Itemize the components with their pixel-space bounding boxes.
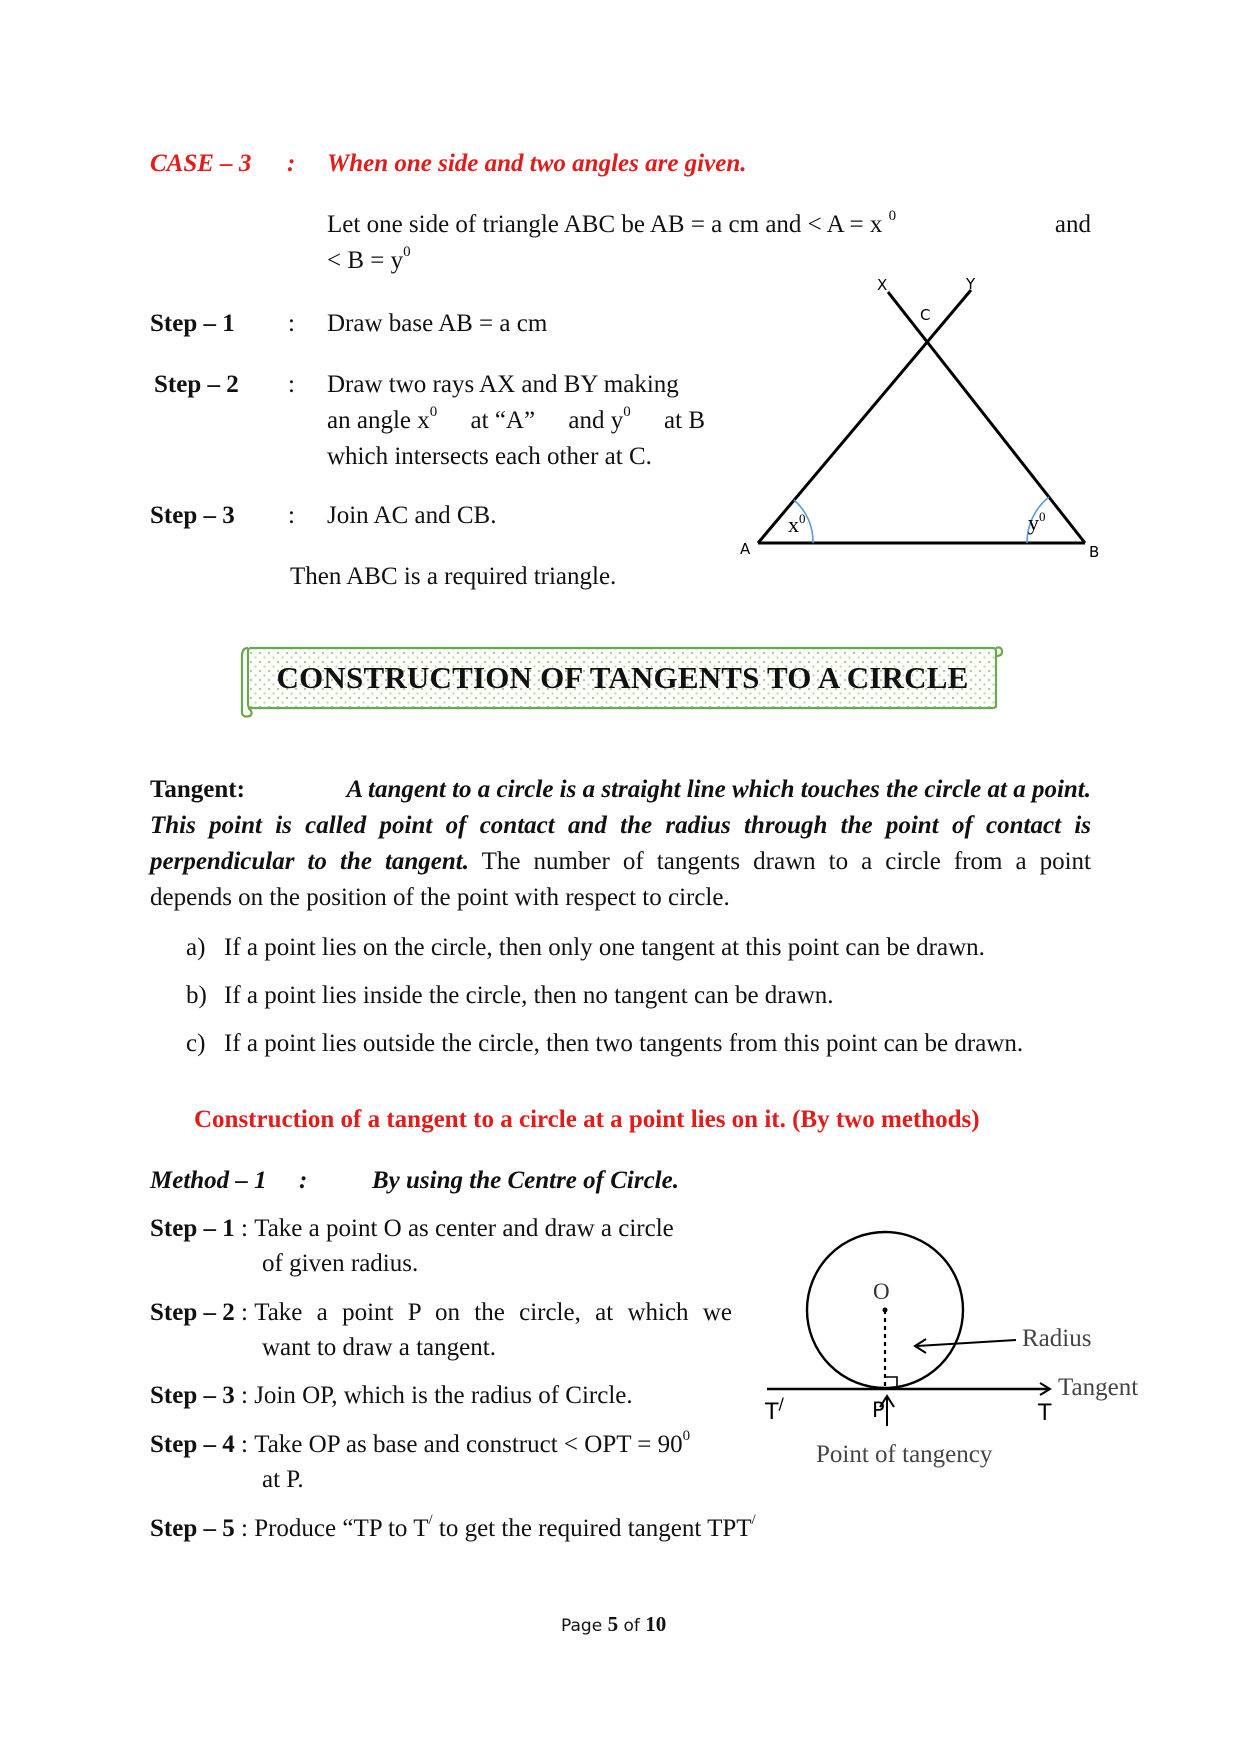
case3-step2-line1: Draw two rays AX and BY making <box>327 371 679 398</box>
label-radius: Radius <box>1022 1325 1092 1352</box>
m1-step2-label: Step – 2 <box>150 1299 235 1326</box>
label-p: P <box>872 1398 885 1422</box>
list-item-c-text: If a point lies outside the circle, then two tangents from this point can be drawn. <box>224 1030 1024 1057</box>
m1-step2-line1: Step – 2 : Take a point P on the circle, at which we <box>150 1299 732 1326</box>
step2-and-y: and $y^0$ <box>568 404 631 434</box>
case3-step2-line2 <box>327 404 705 435</box>
method1-colon: : <box>299 1167 308 1194</box>
step2-at-a: at “A” <box>470 407 536 434</box>
angle-label-x: $x^0$ <box>788 511 806 537</box>
label-point-of-tangency: Point of tangency <box>816 1441 993 1468</box>
ray-ay <box>758 290 971 543</box>
radius-pointer <box>917 1340 1016 1346</box>
centre-point <box>883 1308 888 1313</box>
case3-intro-line1 <box>327 208 1091 239</box>
case3-label: CASE – 3 <box>150 150 252 177</box>
m1-step3-text: Join OP, which is the radius of Circle. <box>254 1382 633 1409</box>
case3-step3-colon: : <box>288 502 295 529</box>
tangent-line-1 <box>150 776 1091 804</box>
triangle-diagram <box>740 270 1120 560</box>
page-footer <box>561 1612 666 1637</box>
ray-bx <box>888 292 1085 543</box>
list-item-a-text: If a point lies on the circle, then only one tangent at this point can be drawn. <box>224 934 985 961</box>
list-item-b-marker: b) <box>186 982 207 1009</box>
case3-step1-label: Step – 1 <box>150 310 235 337</box>
case3-colon: : <box>287 150 296 177</box>
m1-step5-text: Produce “TP to T/ to get the required tangent TPT/ <box>254 1512 756 1542</box>
label-a: A <box>740 540 751 558</box>
m1-step2-text: Take a point P on the circle, at which we <box>254 1299 732 1326</box>
method1-title: By using the Centre of Circle. <box>372 1167 679 1194</box>
intro-text-1: Let one side of triangle ABC be AB = a cm and < A = x $^0$ <box>327 208 897 238</box>
m1-step4-line2: at P. <box>262 1466 304 1493</box>
footer-page-num: 5 <box>607 1612 619 1636</box>
case3-title: When one side and two angles are given. <box>327 150 747 177</box>
tangent-diagram <box>760 1230 1160 1490</box>
m1-step4-text: Take OP as base and construct < OPT = $90^0$ <box>254 1428 691 1458</box>
label-c: C <box>920 306 931 324</box>
section-banner <box>240 642 1005 718</box>
case3-step3-text: Join AC and CB. <box>327 502 497 529</box>
step2-at-b: at B <box>664 407 705 434</box>
tangent-definition-1: A tangent to a circle is a straight line which touches the circle at a point. <box>346 776 1091 803</box>
list-item-c-marker: c) <box>186 1030 206 1057</box>
tangent-definition-2: This point is called point of contact and the radius through the point of contact is <box>150 812 1091 839</box>
case3-intro-line2: < $B = y^0$ <box>327 244 411 274</box>
case3-step2-label: Step – 2 <box>154 371 239 398</box>
case3-conclusion: Then ABC is a required triangle. <box>290 563 617 590</box>
m1-step5-line1: Step – 5 : Produce “TP to T/ to get the required tangent TPT/ <box>150 1512 756 1542</box>
m1-step1-text: Take a point O as center and draw a circle <box>254 1215 674 1242</box>
m1-step4-label: Step – 4 <box>150 1431 235 1458</box>
m1-step5-label: Step – 5 <box>150 1515 235 1542</box>
m1-step1-line2: of given radius. <box>262 1250 419 1277</box>
m1-step1-label: Step – 1 <box>150 1215 235 1242</box>
footer-of-word: of <box>623 1616 640 1636</box>
tangent-line-3: perpendicular to the tangent. The number of tangents drawn to a circle from a point <box>150 848 1091 875</box>
case3-step3-label: Step – 3 <box>150 502 235 529</box>
banner-title: CONSTRUCTION OF TANGENTS TO A CIRCLE <box>276 660 969 695</box>
label-o: O <box>873 1279 890 1304</box>
angle-label-y: $y^0$ <box>1028 509 1046 535</box>
step2-an-angle: an angle $x^0$ <box>327 404 438 434</box>
tangent-line-4: depends on the position of the point with respect to circle. <box>150 884 730 911</box>
m1-step2-line2: want to draw a tangent. <box>262 1334 496 1361</box>
construction-heading: Construction of a tangent to a circle at a point lies on it. (By two methods) <box>194 1106 980 1133</box>
label-x: X <box>877 276 888 294</box>
method1-label: Method – 1 <box>150 1167 267 1194</box>
list-item-a-marker: a) <box>186 934 206 961</box>
m1-step1-line1: Step – 1 : Take a point O as center and draw a circle <box>150 1215 674 1242</box>
label-t: T <box>1038 1401 1052 1426</box>
footer-page-word: Page <box>561 1616 603 1636</box>
label-t-prime: T/ <box>765 1394 784 1425</box>
label-tangent: Tangent <box>1058 1374 1139 1401</box>
case3-step1-colon: : <box>288 310 295 337</box>
label-y: Y <box>966 275 976 293</box>
m1-step4-line1: Step – 4 : Take OP as base and construct < OPT = $90^0$ <box>150 1428 691 1458</box>
label-b: B <box>1089 543 1100 560</box>
m1-step3-line1: Step – 3 : Join OP, which is the radius of Circle. <box>150 1382 633 1409</box>
tangent-heading: Tangent: <box>150 776 245 803</box>
m1-step3-label: Step – 3 <box>150 1382 235 1409</box>
case3-step2-colon: : <box>288 371 295 398</box>
footer-page-total: 10 <box>645 1612 667 1636</box>
list-item-b-text: If a point lies inside the circle, then no tangent can be drawn. <box>224 982 834 1009</box>
intro-text-1-end: and <box>1054 211 1091 238</box>
case3-step2-line3: which intersects each other at C. <box>327 443 652 470</box>
case3-step1-text: Draw base AB = a cm <box>327 310 548 337</box>
